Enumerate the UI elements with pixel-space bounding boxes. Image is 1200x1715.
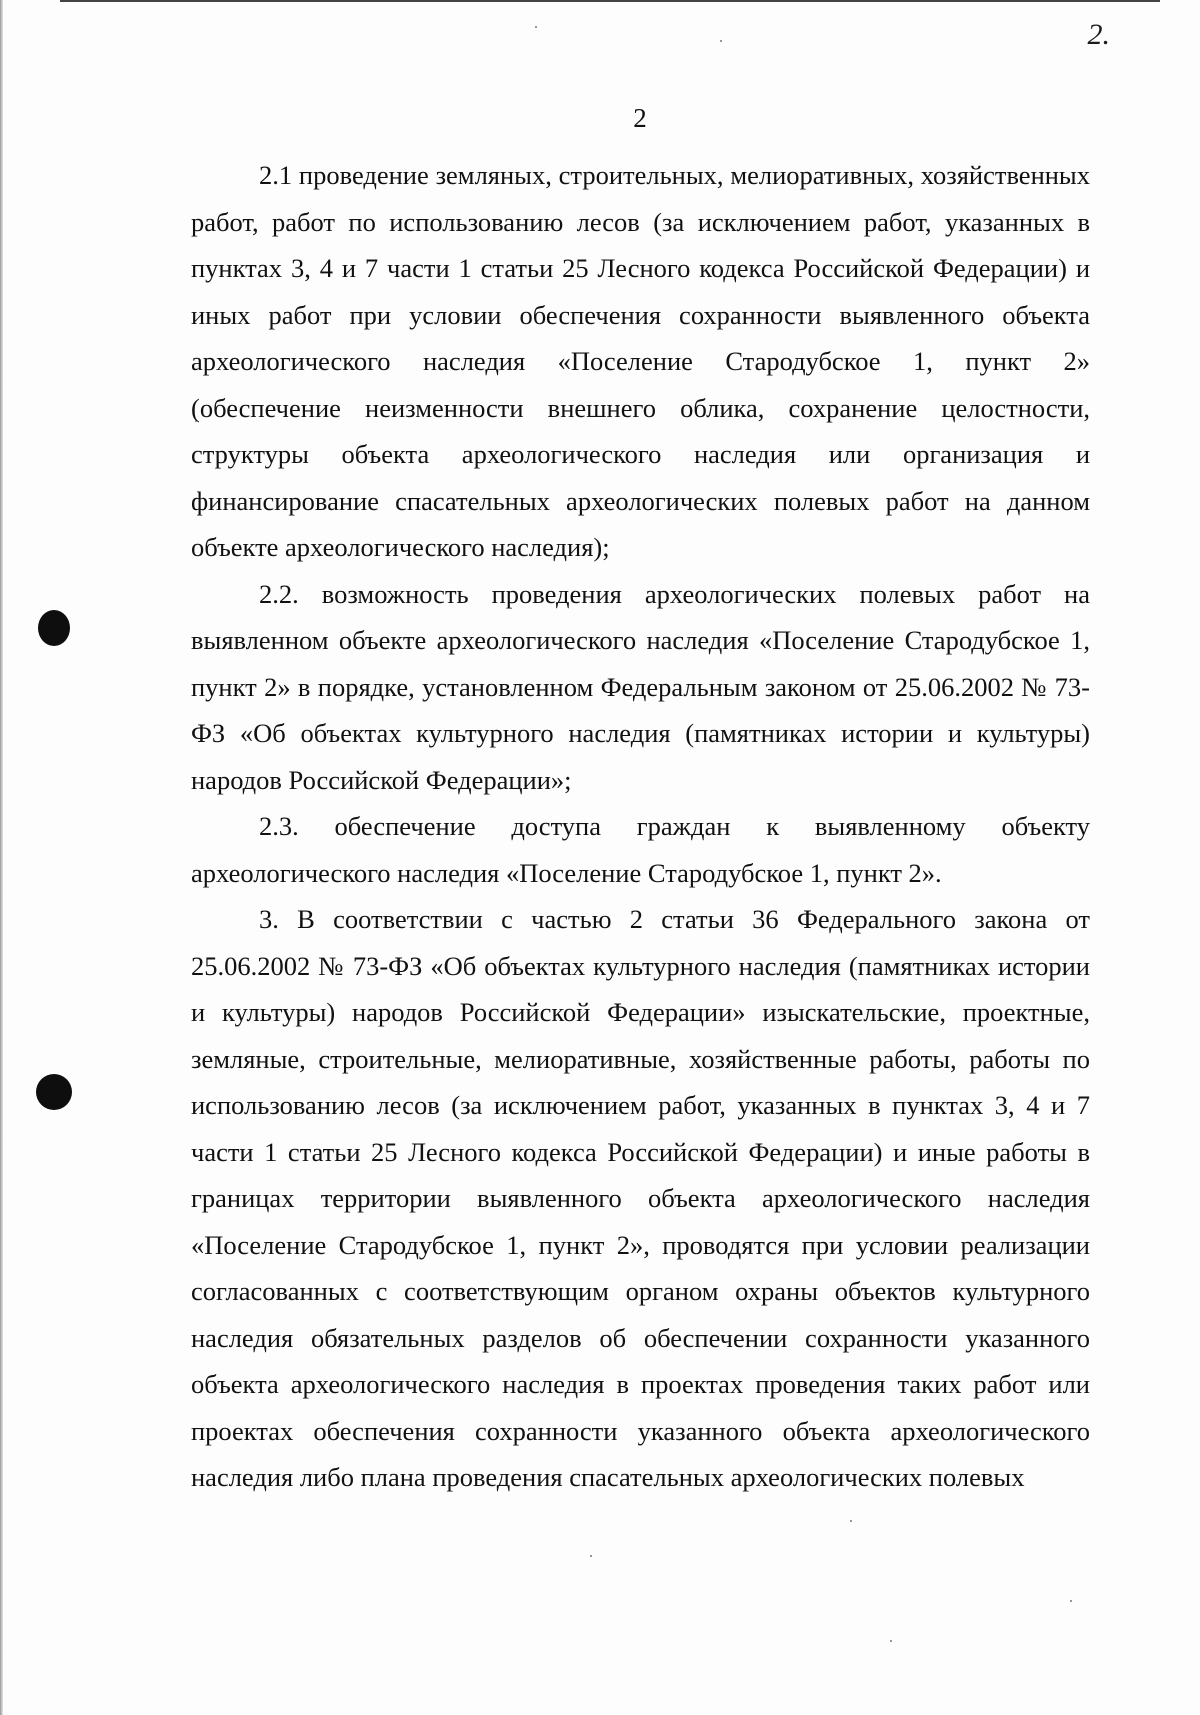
scan-speck xyxy=(535,26,537,28)
punch-hole-top xyxy=(38,610,70,646)
page-number: 2 xyxy=(633,103,647,133)
scan-speck xyxy=(720,40,722,42)
punch-hole-bottom xyxy=(36,1074,72,1110)
paragraph-3: 3. В соответствии с частью 2 статьи 36 Федерального закона от 25.06.2002 № 73-ФЗ «Об объектах культурного наследия (памятниках истории и культуры) народов Российской Федерации» изыскательские, проектные, земляные, строительные, мелиоративные, хозяйственные работы, работы по использованию лесов (за исключением работ, указанных в пунктах 3, 4 и 7 части 1 статьи 25 Лесного кодекса Российской Федерации) и иные работы в границах территории выявленного объекта археологического наследия «Поселение Стародубское 1, пункт 2», проводятся при условии реализации согласованных с соответствующим органом охраны объектов культурного наследия обязательных разделов об обеспечении сохранности указанного объекта археологического наследия в проектах проведения таких работ или проектах обеспечения сохранности указанного объекта археологического наследия либо плана проведения спасательных археологических полевых xyxy=(191,904,1090,1492)
page-left-edge xyxy=(0,0,3,1715)
document-body xyxy=(191,152,1090,1501)
scan-speck xyxy=(590,1555,592,1557)
scan-speck xyxy=(850,1520,852,1522)
paragraph-2-3: 2.3. обеспечение доступа граждан к выявленному объекту археологического наследия «Поселение Стародубское 1, пункт 2». xyxy=(191,811,1090,888)
page-top-edge xyxy=(60,0,1160,2)
handwritten-sheet-number: 2. xyxy=(1087,18,1110,51)
paragraph-2-2: 2.2. возможность проведения археологических полевых работ на выявленном объекте археологического наследия «Поселение Стародубское 1, пункт 2» в порядке, установленном Федеральным законом от 25.06.2002 № 73-ФЗ «Об объектах культурного наследия (памятниках истории и культуры) народов Российской Федерации»; xyxy=(191,578,1090,795)
paragraph-2-1: 2.1 проведение земляных, строительных, мелиоративных, хозяйственных работ, работ по использованию лесов (за исключением работ, указанных в пунктах 3, 4 и 7 части 1 статьи 25 Лесного кодекса Российской Федерации) и иных работ при условии обеспечения сохранности выявленного объекта археологического наследия «Поселение Стародубское 1, пункт 2» (обеспечение неизменности внешнего облика, сохранение целостности, структуры объекта археологического наследия или организация и финансирование спасательных археологических полевых работ на данном объекте археологического наследия); xyxy=(191,160,1090,562)
scan-speck xyxy=(890,1640,892,1642)
scan-speck xyxy=(1070,1600,1072,1602)
